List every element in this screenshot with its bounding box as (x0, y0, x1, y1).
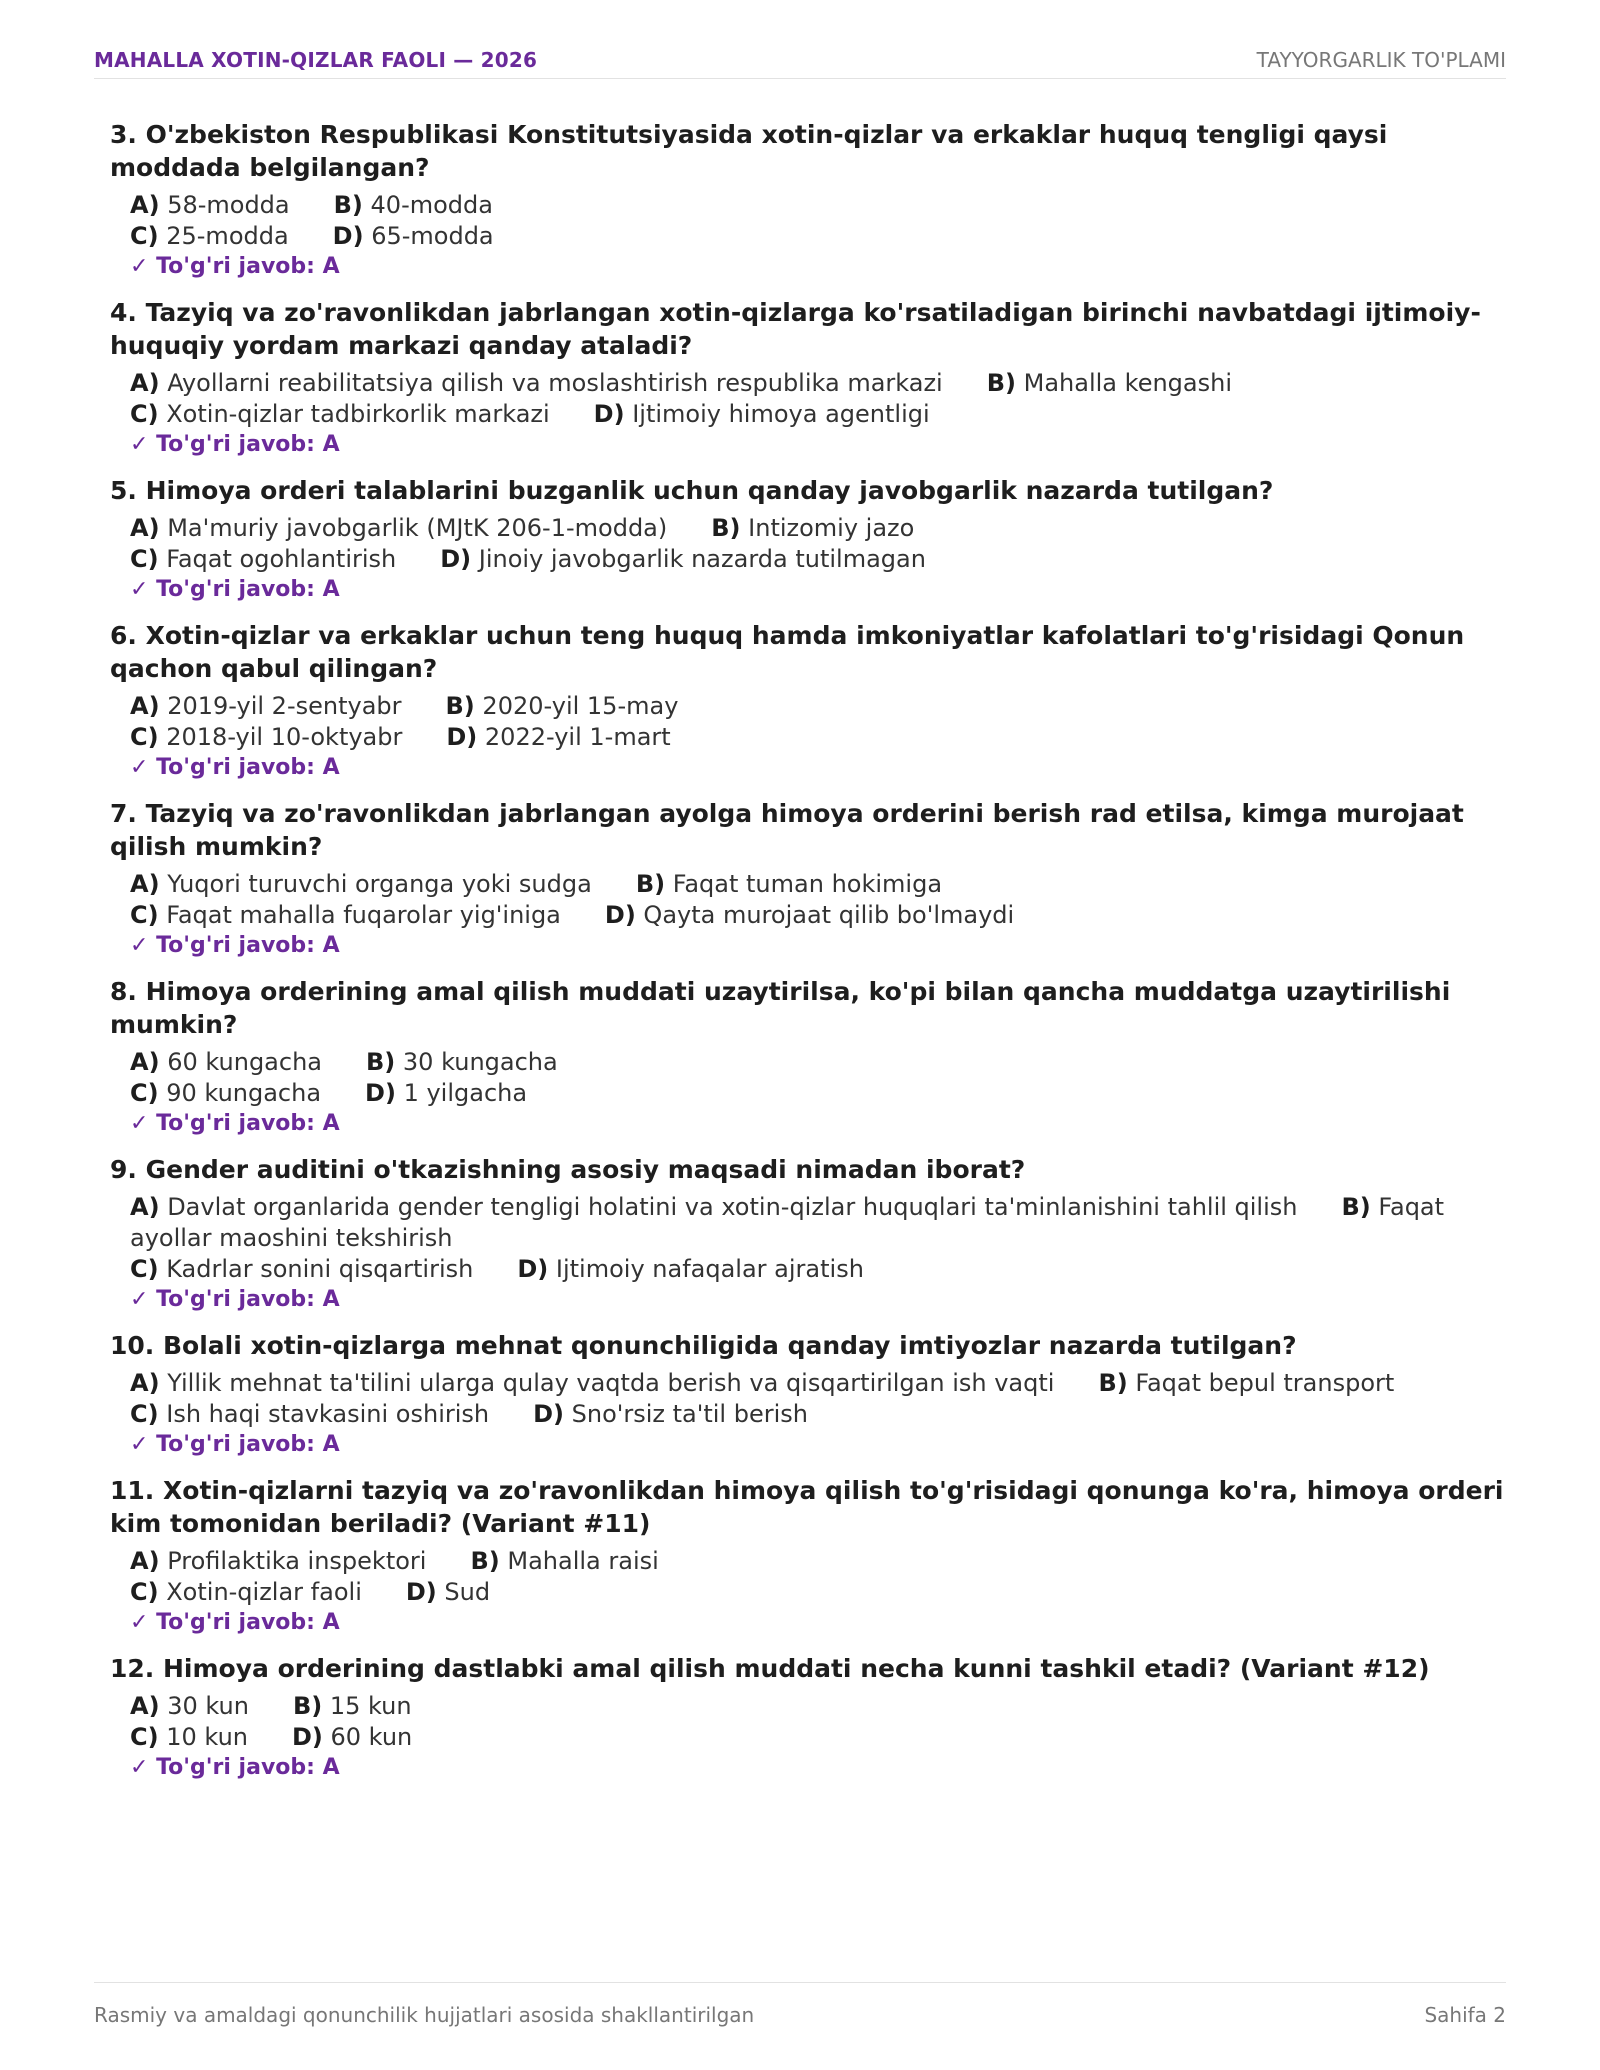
options-row (130, 190, 1506, 221)
answer-option (130, 1048, 322, 1076)
answer-option (470, 1547, 658, 1575)
answer-option (130, 545, 396, 573)
correct-answer-letter: A (322, 254, 340, 279)
correct-answer (130, 1430, 1506, 1460)
option-letter: D) (533, 1400, 564, 1428)
option-text: Qayta murojaat qilib bo'lmaydi (643, 901, 1015, 929)
question-block (110, 1474, 1506, 1638)
options-row (130, 1368, 1506, 1399)
correct-answer-label: ✓ To'g'ri javob: (130, 1287, 315, 1312)
options-group (130, 869, 1506, 931)
question-block (110, 797, 1506, 961)
option-text: Yillik mehnat ta'tilini ularga qulay vaqtda berish va qisqartirilgan ish vaqti (167, 1369, 1055, 1397)
correct-answer (130, 931, 1506, 961)
answer-option (130, 901, 561, 929)
answer-option (130, 514, 667, 542)
options-row (130, 1577, 1506, 1608)
options-row (130, 1546, 1506, 1577)
options-row (130, 1192, 1506, 1254)
option-text: 25-modda (166, 222, 289, 250)
option-text: 30 kun (167, 1692, 249, 1720)
option-text: 58-modda (167, 191, 290, 219)
options-row (130, 691, 1506, 722)
option-letter: B) (635, 870, 666, 898)
option-text: Faqat mahalla fuqarolar yig'iniga (166, 901, 561, 929)
answer-option (594, 400, 930, 428)
options-row (130, 869, 1506, 900)
question-block (110, 1153, 1506, 1315)
option-text: Intizomiy jazo (748, 514, 915, 542)
option-letter: B) (470, 1547, 500, 1575)
option-text: 2020-yil 15-may (482, 692, 679, 720)
question-title: 8. Himoya orderining amal qilish muddati uzaytirilsa, ko'pi bilan qancha muddatga uzaytirilishi mumkin? (110, 977, 1451, 1039)
correct-answer-label: ✓ To'g'ri javob: (130, 1755, 315, 1780)
option-letter: A) (130, 1692, 160, 1720)
answer-option (130, 870, 592, 898)
option-text: 65-modda (371, 222, 494, 250)
answer-option (292, 1723, 412, 1751)
answer-option (130, 1723, 248, 1751)
option-letter: A) (130, 692, 160, 720)
page-header (94, 44, 1506, 79)
options-group (130, 1546, 1506, 1608)
option-letter: D) (593, 400, 625, 428)
correct-answer (130, 1608, 1506, 1638)
option-text: Yuqori turuvchi organga yoki sudga (167, 870, 592, 898)
correct-answer-label: ✓ To'g'ri javob: (130, 1111, 315, 1136)
option-text: 2022-yil 1-mart (484, 723, 671, 751)
option-letter: C) (130, 1723, 159, 1751)
option-letter: B) (292, 1692, 323, 1720)
option-text: Sud (444, 1578, 491, 1606)
option-letter: C) (130, 723, 159, 751)
answer-option (533, 1400, 808, 1428)
option-text: Faqat bepul transport (1135, 1369, 1395, 1397)
correct-answer-letter: A (322, 1755, 340, 1780)
answer-option (406, 1578, 490, 1606)
option-letter: B) (986, 369, 1016, 397)
answer-option (605, 901, 1014, 929)
option-text: Faqat ogohlantirish (166, 545, 397, 573)
correct-answer-letter: A (322, 755, 340, 780)
answer-option (334, 191, 493, 219)
correct-answer (130, 1753, 1506, 1783)
option-text: Sno'rsiz ta'til berish (571, 1400, 808, 1428)
option-text: 90 kungacha (166, 1079, 322, 1107)
options-group (130, 1368, 1506, 1430)
options-group (130, 190, 1506, 252)
correct-answer-label: ✓ To'g'ri javob: (130, 933, 315, 958)
correct-answer (130, 252, 1506, 282)
options-group (130, 513, 1506, 575)
option-letter: D) (405, 1578, 437, 1606)
option-text: Kadrlar sonini qisqartirish (166, 1255, 474, 1283)
correct-answer-letter: A (322, 1432, 340, 1457)
option-letter: A) (130, 1193, 160, 1221)
question-title: 6. Xotin-qizlar va erkaklar uchun teng huquq hamda imkoniyatlar kafolatlari to'g'risidagi Qonun qachon qabul qilingan? (110, 621, 1465, 683)
answer-option (1098, 1369, 1394, 1397)
correct-answer-letter: A (322, 1287, 340, 1312)
option-text: Faqat tuman hokimiga (672, 870, 943, 898)
options-row (130, 513, 1506, 544)
option-letter: A) (130, 369, 160, 397)
question-title: 4. Tazyiq va zo'ravonlikdan jabrlangan xotin-qizlarga ko'rsatiladigan birinchi navbatdagi ijtimoiy-huquqiy yordam markazi qanday ataladi? (110, 298, 1481, 360)
correct-answer-label: ✓ To'g'ri javob: (130, 1610, 315, 1635)
option-letter: A) (130, 514, 160, 542)
answer-option (711, 514, 914, 542)
option-letter: C) (130, 901, 159, 929)
options-row (130, 1691, 1506, 1722)
option-text: 60 kungacha (167, 1048, 322, 1076)
answer-option (517, 1255, 864, 1283)
option-text: Ma'muriy javobgarlik (MJtK 206-1-modda) (167, 514, 668, 542)
answer-option (130, 1578, 362, 1606)
correct-answer-letter: A (322, 933, 340, 958)
options-row (130, 1078, 1506, 1109)
question-block (110, 975, 1506, 1139)
option-text: 2019-yil 2-sentyabr (167, 692, 402, 720)
option-letter: C) (130, 222, 159, 250)
answer-option (366, 1048, 558, 1076)
option-text: Mahalla kengashi (1023, 369, 1232, 397)
options-row (130, 1254, 1506, 1285)
option-letter: C) (130, 545, 159, 573)
options-row (130, 1399, 1506, 1430)
answer-option (293, 1692, 412, 1720)
option-letter: D) (440, 545, 472, 573)
question-title: 10. Bolali xotin-qizlarga mehnat qonunchiligida qanday imtiyozlar nazarda tutilgan? (110, 1331, 1297, 1360)
correct-answer-label: ✓ To'g'ri javob: (130, 254, 315, 279)
answer-option (130, 692, 402, 720)
option-letter: B) (445, 692, 475, 720)
correct-answer-letter: A (322, 1111, 340, 1136)
option-letter: A) (130, 870, 160, 898)
option-letter: C) (130, 400, 159, 428)
option-letter: B) (711, 514, 741, 542)
option-letter: A) (130, 1048, 160, 1076)
answer-option (130, 1692, 249, 1720)
option-letter: C) (130, 1079, 159, 1107)
correct-answer (130, 1109, 1506, 1139)
option-letter: D) (332, 222, 364, 250)
page-number: Sahifa 2 (1424, 2003, 1506, 2027)
correct-answer-label: ✓ To'g'ri javob: (130, 755, 315, 780)
options-row (130, 368, 1506, 399)
option-text: 2018-yil 10-oktyabr (166, 723, 403, 751)
question-block (110, 1652, 1506, 1783)
correct-answer (130, 1285, 1506, 1315)
option-letter: C) (130, 1255, 159, 1283)
option-text: 30 kungacha (402, 1048, 558, 1076)
question-title: 3. O'zbekiston Respublikasi Konstitutsiyasida xotin-qizlar va erkaklar huquq tengligi qaysi moddada belgilangan? (110, 120, 1388, 182)
question-block (110, 118, 1506, 282)
answer-option (130, 1369, 1054, 1397)
options-group (130, 691, 1506, 753)
answer-option (636, 870, 942, 898)
answer-option (446, 723, 670, 751)
answer-option (130, 222, 289, 250)
option-text: Faqat ayollar maoshini tekshirish (130, 1193, 1445, 1252)
questions-list (110, 118, 1506, 1797)
correct-answer-letter: A (322, 432, 340, 457)
correct-answer-label: ✓ To'g'ri javob: (130, 1432, 315, 1457)
option-text: 1 yilgacha (403, 1079, 528, 1107)
options-group (130, 1047, 1506, 1109)
answer-option (130, 1255, 473, 1283)
option-letter: C) (130, 1578, 159, 1606)
option-text: 10 kun (166, 1723, 248, 1751)
correct-answer-letter: A (322, 1610, 340, 1635)
option-text: Mahalla raisi (507, 1547, 659, 1575)
option-text: Xotin-qizlar faoli (166, 1578, 362, 1606)
options-row (130, 900, 1506, 931)
option-text: Ijtimoiy nafaqalar ajratish (555, 1255, 864, 1283)
question-title: 9. Gender auditini o'tkazishning asosiy maqsadi nimadan iborat? (110, 1155, 1026, 1184)
answer-option (987, 369, 1232, 397)
option-text: Davlat organlarida gender tengligi holatini va xotin-qizlar huquqlari ta'minlanishini tahlil qilish (167, 1193, 1298, 1221)
question-block (110, 619, 1506, 783)
option-letter: A) (130, 191, 160, 219)
options-row (130, 722, 1506, 753)
option-text: 40-modda (370, 191, 493, 219)
answer-option (130, 1547, 426, 1575)
options-row (130, 399, 1506, 430)
correct-answer (130, 753, 1506, 783)
correct-answer-letter: A (322, 577, 340, 602)
option-letter: B) (1341, 1193, 1371, 1221)
question-block (110, 296, 1506, 460)
answer-option (130, 1193, 1297, 1221)
header-title: MAHALLA XOTIN-QIZLAR FAOLI — 2026 (94, 48, 538, 72)
option-text: 60 kun (330, 1723, 413, 1751)
options-group (130, 1691, 1506, 1753)
options-group (130, 368, 1506, 430)
option-text: Ijtimoiy himoya agentligi (632, 400, 930, 428)
answer-option (130, 369, 943, 397)
header-collection-label: TAYYORGARLIK TO'PLAMI (1256, 48, 1506, 72)
option-text: Xotin-qizlar tadbirkorlik markazi (166, 400, 550, 428)
answer-option (130, 1079, 321, 1107)
answer-option (130, 1400, 489, 1428)
answer-option (130, 191, 290, 219)
correct-answer-label: ✓ To'g'ri javob: (130, 432, 315, 457)
options-row (130, 221, 1506, 252)
option-letter: D) (365, 1079, 396, 1107)
answer-option (333, 222, 494, 250)
answer-option (365, 1079, 527, 1107)
option-letter: D) (446, 723, 478, 751)
correct-answer-label: ✓ To'g'ri javob: (130, 577, 315, 602)
option-letter: A) (130, 1369, 160, 1397)
option-letter: B) (333, 191, 363, 219)
options-row (130, 544, 1506, 575)
option-letter: D) (604, 901, 636, 929)
footer-note: Rasmiy va amaldagi qonunchilik hujjatlari asosida shakllantirilgan (94, 2003, 755, 2027)
answer-option (440, 545, 926, 573)
option-letter: B) (1098, 1369, 1128, 1397)
question-block (110, 1329, 1506, 1460)
page-footer (94, 1982, 1506, 2043)
option-letter: B) (366, 1048, 396, 1076)
correct-answer (130, 575, 1506, 605)
option-text: 15 kun (329, 1692, 412, 1720)
option-text: Profilaktika inspektori (167, 1547, 427, 1575)
option-letter: A) (130, 1547, 160, 1575)
question-title: 5. Himoya orderi talablarini buzganlik uchun qanday javobgarlik nazarda tutilgan? (110, 476, 1274, 505)
option-letter: D) (291, 1723, 323, 1751)
answer-option (446, 692, 679, 720)
option-text: Jinoiy javobgarlik nazarda tutilmagan (478, 545, 926, 573)
correct-answer (130, 430, 1506, 460)
answer-option (130, 400, 550, 428)
option-letter: D) (517, 1255, 549, 1283)
options-row (130, 1722, 1506, 1753)
answer-option (130, 723, 402, 751)
question-title: 7. Tazyiq va zo'ravonlikdan jabrlangan ayolga himoya orderini berish rad etilsa, kimga murojaat qilish mumkin? (110, 799, 1464, 861)
question-title: 11. Xotin-qizlarni tazyiq va zo'ravonlikdan himoya qilish to'g'risidagi qonunga ko'ra, himoya orderi kim tomonidan beriladi? (Variant #11) (110, 1476, 1504, 1538)
option-text: Ish haqi stavkasini oshirish (166, 1400, 490, 1428)
options-group (130, 1192, 1506, 1285)
option-text: Ayollarni reabilitatsiya qilish va moslashtirish respublika markazi (167, 369, 943, 397)
question-title: 12. Himoya orderining dastlabki amal qilish muddati necha kunni tashkil etadi? (Variant #12) (110, 1654, 1430, 1683)
question-block (110, 474, 1506, 605)
options-row (130, 1047, 1506, 1078)
option-letter: C) (130, 1400, 159, 1428)
